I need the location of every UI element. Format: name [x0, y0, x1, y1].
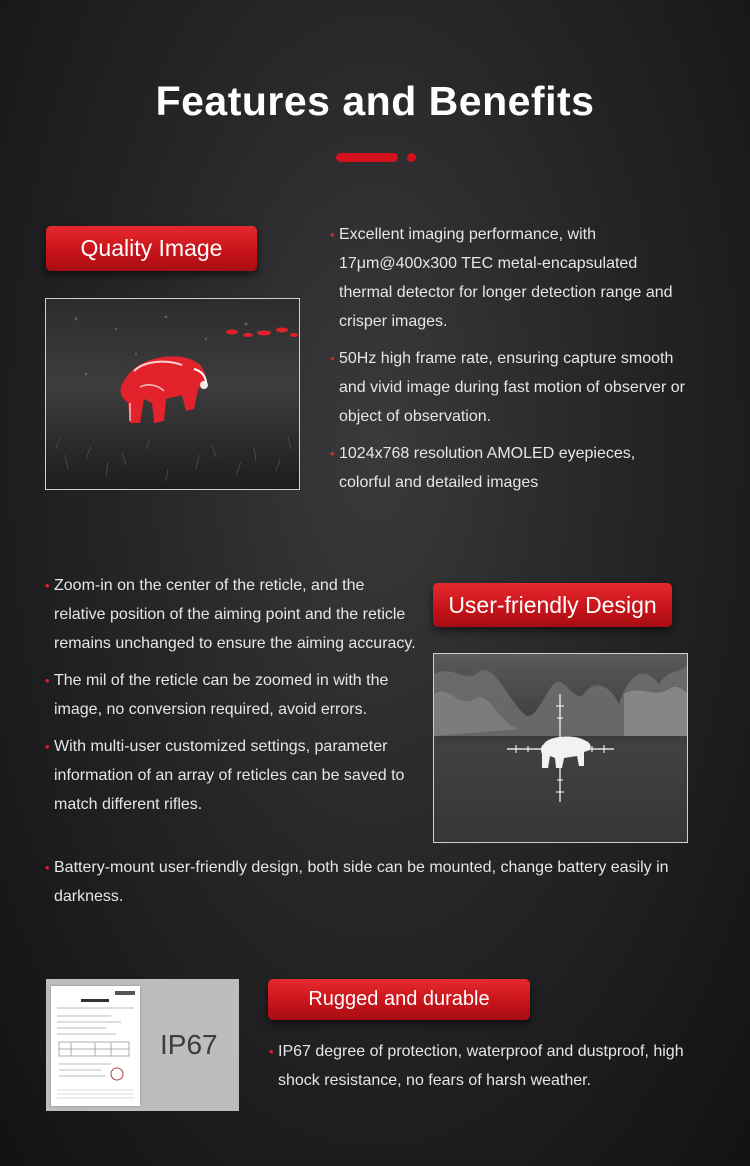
- quality-bullet-2-text: 50Hz high frame rate, ensuring capture smooth and vivid image during fast motion of observer or object of observation.: [339, 350, 685, 425]
- rugged-durable-badge: Rugged and durable: [268, 979, 530, 1020]
- quality-bullet-3: [330, 439, 690, 497]
- design-bullet-3: [45, 732, 420, 819]
- design-bullet-list: [45, 571, 420, 827]
- quality-bullet-1-text: Excellent imaging performance, with 17μm@400x300 TEC metal-encapsulated thermal detector for longer detection range and crisper images.: [339, 226, 673, 330]
- red-bear-thermal-image: [45, 298, 300, 490]
- page-title: Features and Benefits: [155, 78, 595, 124]
- bullet-dot-icon: •: [45, 673, 50, 688]
- bullet-dot-icon: •: [45, 739, 50, 754]
- quality-bullet-list: [330, 220, 690, 505]
- quality-image-badge: Quality Image: [46, 226, 257, 271]
- ip67-panel: [46, 979, 239, 1111]
- quality-bullet-2: [330, 344, 690, 431]
- design-bullet-4: [45, 853, 695, 911]
- design-bullet-3-text: With multi-user customized settings, parameter information of an array of reticles can be saved to match different rifles.: [54, 738, 405, 813]
- rugged-bullet-1-text: IP67 degree of protection, waterproof and dustproof, high shock resistance, no fears of harsh weather.: [278, 1043, 684, 1089]
- title-accent-dot: [407, 153, 416, 162]
- title-accent-bar: [336, 153, 398, 162]
- test-report-document-icon: [51, 986, 140, 1106]
- white-bear-reticle-image: [433, 653, 688, 843]
- rugged-bullet-list: [269, 1037, 699, 1103]
- bullet-dot-icon: •: [330, 227, 335, 242]
- quality-bullet-3-text: 1024x768 resolution AMOLED eyepieces, colorful and detailed images: [339, 445, 636, 491]
- design-bullet-4-text: Battery-mount user-friendly design, both side can be mounted, change battery easily in darkness.: [54, 859, 669, 905]
- bullet-dot-icon: •: [330, 446, 335, 461]
- design-bullet-1-text: Zoom-in on the center of the reticle, and the relative position of the aiming point and the reticle remains unchanged to ensure the aiming accuracy.: [54, 577, 416, 652]
- design-bullet-2-text: The mil of the reticle can be zoomed in with the image, no conversion required, avoid errors.: [54, 672, 389, 718]
- bullet-dot-icon: •: [45, 578, 50, 593]
- user-friendly-design-badge: User-friendly Design: [433, 583, 672, 627]
- bullet-dot-icon: •: [269, 1044, 274, 1059]
- design-bullet-2: [45, 666, 420, 724]
- design-wide-bullet-list: [45, 853, 695, 919]
- rugged-bullet-1: [269, 1037, 699, 1095]
- quality-bullet-1: [330, 220, 690, 336]
- ip67-label: IP67: [160, 1029, 218, 1060]
- design-bullet-1: [45, 571, 420, 658]
- bullet-dot-icon: •: [330, 351, 335, 366]
- bullet-dot-icon: •: [45, 860, 50, 875]
